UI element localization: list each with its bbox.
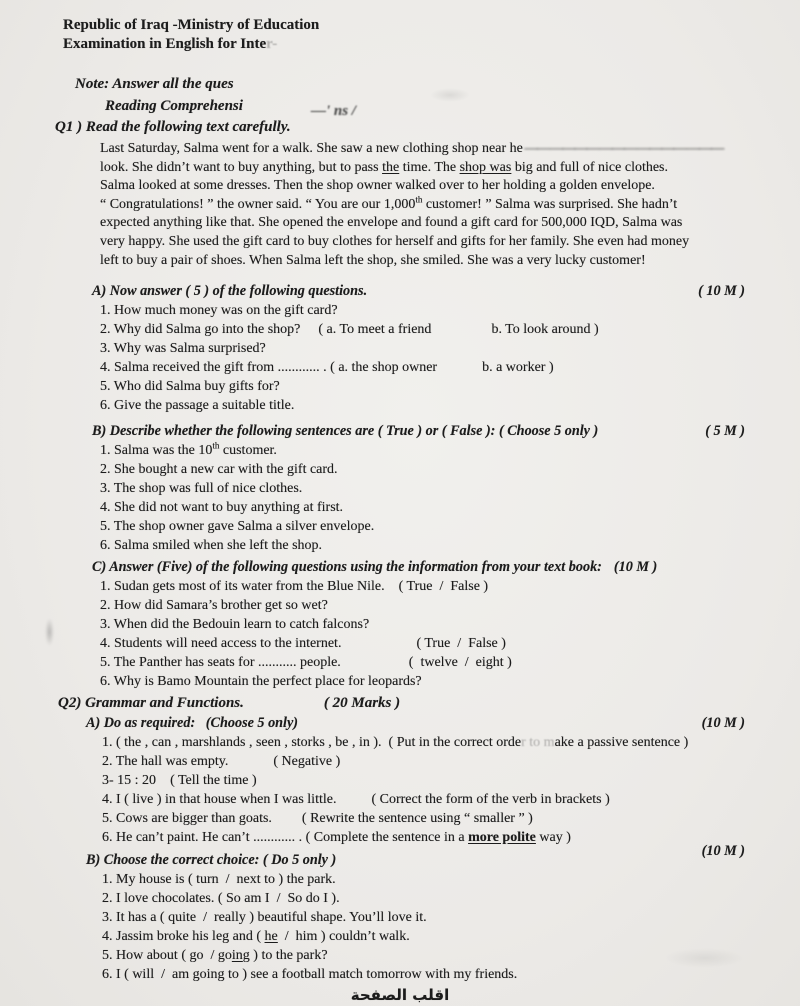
marks-label: (10 M ) (701, 715, 745, 732)
question-item (102, 946, 760, 965)
passage-line (100, 214, 745, 233)
text-segment: / him ) couldn’t walk. (277, 929, 410, 945)
question-item (100, 615, 760, 634)
text-segment: more polite (468, 830, 536, 846)
text-segment: very happy. She used the gift card to buy clothes for herself and gifts for her family. She even had money (100, 233, 690, 249)
text-segment: ( a. To meet a friend (318, 322, 432, 338)
text-segment: 5. The shop owner gave Salma a silver envelope. (100, 519, 375, 535)
header-line-1: Republic of Iraq -Ministry of Education (63, 17, 320, 33)
text-segment: 2. She bought a new car with the gift card. (100, 462, 338, 478)
question-item (102, 752, 760, 771)
text-segment: 1. Salma was the 10 (100, 443, 213, 459)
question-item (100, 479, 760, 498)
text-segment: th (212, 440, 220, 451)
question-item (100, 498, 760, 517)
reading-passage (100, 140, 745, 270)
question-item (100, 377, 760, 396)
question-item (100, 396, 760, 415)
q2-block (0, 693, 800, 984)
marks-label: (10 M ) (701, 843, 745, 860)
marks-label: ( 20 Marks ) (323, 695, 401, 712)
text-segment: big and full of nice clothes. (511, 159, 669, 175)
text-segment: 4. Salma received the gift from ............ . ( a. the shop owner (100, 360, 438, 376)
question-item (102, 771, 760, 790)
question-item (102, 809, 760, 828)
text-segment: 3. Why was Salma surprised? (100, 341, 266, 357)
text-segment: r- (266, 36, 278, 52)
text-segment: g ) to the park? (242, 948, 328, 964)
question-item (100, 634, 760, 653)
text-segment: ( twelve / eight ) (408, 655, 512, 671)
text-segment: 6. Salma smiled when she left the shop. (100, 538, 323, 554)
turn-page-note: اقلب الصفحة (350, 986, 450, 1005)
text-segment: 1. ( the , can , marshlands , seen , storks , be , in ). ( Put in the correct orde (102, 735, 522, 751)
text-segment: 4. She did not want to buy anything at first. (100, 500, 344, 516)
question-item (102, 790, 760, 809)
text-segment: look. She didn’t want to buy anything, but to pass (100, 159, 383, 175)
passage-line (100, 196, 745, 215)
text-segment: 1. My house is ( turn / next to ) the park. (102, 872, 336, 888)
question-item (102, 733, 760, 752)
text-segment: 1. Sudan gets most of its water from the Blue Nile. (100, 579, 385, 595)
text-segment: 5. The Panther has seats for ........... people. (100, 655, 341, 671)
question-item (100, 358, 760, 377)
question-item (102, 927, 760, 946)
text-segment: shop was (459, 159, 512, 175)
text-segment: left to buy a pair of shoes. When Salma left the shop, she smiled. She was a very lucky customer! (100, 252, 646, 268)
text-segment: r to m (521, 735, 555, 751)
text-segment: 6. Give the passage a suitable title. (100, 398, 295, 414)
text-segment: 5. Who did Salma buy gifts for? (100, 379, 280, 395)
text-segment: ( Correct the form of the verb in brackets ) (371, 792, 610, 808)
text-segment: 2. How did Samara’s brother get so wet? (100, 598, 328, 614)
text-segment: way ) (535, 830, 571, 846)
text-segment: 3. The shop was full of nice clothes. (100, 481, 303, 497)
marks-label: ( 5 M ) (705, 423, 745, 440)
text-segment: 3- 15 : 20 (102, 773, 157, 789)
text-segment: b. a worker ) (482, 360, 554, 376)
text-segment: 3. When did the Bedouin learn to catch falcons? (100, 617, 370, 633)
question-list (100, 577, 760, 691)
q2-section-b (0, 843, 800, 984)
text-segment: 1. How much money was on the gift card? (100, 303, 338, 319)
question-item (102, 870, 760, 889)
text-segment: the (382, 159, 400, 175)
text-segment: ake a passive sentence ) (554, 735, 689, 751)
text-segment: 3. It has a ( quite / really ) beautiful shape. You’ll love it. (102, 910, 427, 926)
question-item (100, 596, 760, 615)
text-segment: 4. Jassim broke his leg and ( (102, 929, 265, 945)
text-segment: expected anything like that. She opened the envelope and found a gift card for 500,000 IQD, Salma was (100, 215, 683, 231)
note-line: Note: Answer all the ques (75, 76, 234, 92)
header-line-2 (63, 35, 800, 54)
text-segment: 4. Students will need access to the internet. (100, 636, 342, 652)
marks-label: ( 10 M ) (698, 283, 745, 300)
q1-section-b (0, 421, 800, 555)
text-segment: Last Saturday, Salma went for a walk. She saw a new clothing shop near he (100, 141, 523, 156)
section-heading: C) Answer (Five) of the following questions using the information from your text book: (92, 559, 602, 576)
passage-line (100, 159, 745, 178)
q1-section-c (0, 557, 800, 691)
text-segment: 6. I ( will / am going to ) see a football match tomorrow with my friends. (102, 967, 518, 983)
text-segment: ( True / False ) (398, 579, 489, 595)
text-segment: th (415, 194, 423, 205)
section-heading: A) Now answer ( 5 ) of the following questions. (92, 283, 368, 300)
q1-heading: Q1 ) Read the following text carefully. (55, 119, 291, 135)
text-segment: Examination in English for Inte (63, 36, 267, 52)
question-list (102, 870, 760, 984)
text-segment: customer. (219, 443, 277, 459)
passage-line (100, 252, 745, 271)
text-segment: in (231, 948, 243, 964)
text-segment: ( True / False ) (416, 636, 506, 652)
text-segment: —' ns / (310, 103, 356, 119)
q1-section-a (0, 281, 800, 415)
question-item (100, 301, 760, 320)
marks-label: (10 M ) (613, 559, 658, 576)
text-segment: ( Tell the time ) (170, 773, 257, 789)
text-segment: b. To look around ) (491, 322, 599, 338)
text-segment: 4. I ( live ) in that house when I was little. (102, 792, 337, 808)
passage-line (100, 233, 745, 252)
text-segment: 2. The hall was empty. (102, 754, 229, 770)
question-item (100, 653, 760, 672)
question-item (100, 577, 760, 596)
section-heading: B) Describe whether the following sentences are ( True ) or ( False ): ( Choose 5 only ) (92, 423, 599, 440)
text-segment: Salma looked at some dresses. Then the shop owner walked over to her holding a golden envelope. (100, 178, 655, 194)
question-item (100, 672, 760, 691)
question-list (100, 441, 760, 555)
question-list (102, 733, 760, 847)
q2-section-a (0, 713, 800, 847)
question-item (102, 965, 760, 984)
question-item (100, 460, 760, 479)
text-segment: 2. Why did Salma go into the shop? (100, 322, 301, 338)
text-segment: time. The (399, 159, 460, 175)
q2-heading: Q2) Grammar and Functions. (58, 695, 244, 712)
question-list (100, 301, 760, 415)
text-segment: he (264, 929, 278, 945)
question-item (100, 339, 760, 358)
text-segment: ( Rewrite the sentence using “ smaller ” ) (301, 811, 533, 827)
document-header (0, 0, 800, 54)
text-segment: 5. How about ( go / go (102, 948, 232, 964)
question-item (100, 517, 760, 536)
text-segment: 6. He can’t paint. He can’t ............ . ( Complete the sentence in a (102, 830, 469, 846)
question-item (100, 441, 760, 460)
passage-line (100, 177, 745, 196)
section-heading: B) Choose the correct choice: ( Do 5 only ) (86, 852, 337, 869)
text-segment: 2. I love chocolates. ( So am I / So do I ). (102, 891, 340, 907)
question-item (100, 536, 760, 555)
question-item (100, 320, 760, 339)
passage-line (100, 140, 745, 159)
text-segment: —— ———— ——— ———— ——— (522, 141, 723, 156)
text-segment: ( Negative ) (273, 754, 341, 770)
text-segment: Reading Comprehensi (105, 98, 243, 114)
text-segment: 5. Cows are bigger than goats. (102, 811, 272, 827)
text-segment: customer! ” Salma was surprised. She hadn’t (422, 196, 678, 212)
question-item (102, 908, 760, 927)
text-segment: “ Congratulations! ” the owner said. “ You are our 1,000 (100, 196, 416, 212)
text-segment: 6. Why is Bamo Mountain the perfect place for leopards? (100, 674, 422, 690)
reading-section-title (105, 97, 800, 119)
section-heading: A) Do as required: (Choose 5 only) (86, 715, 299, 732)
question-item (102, 828, 760, 847)
question-item (102, 889, 760, 908)
